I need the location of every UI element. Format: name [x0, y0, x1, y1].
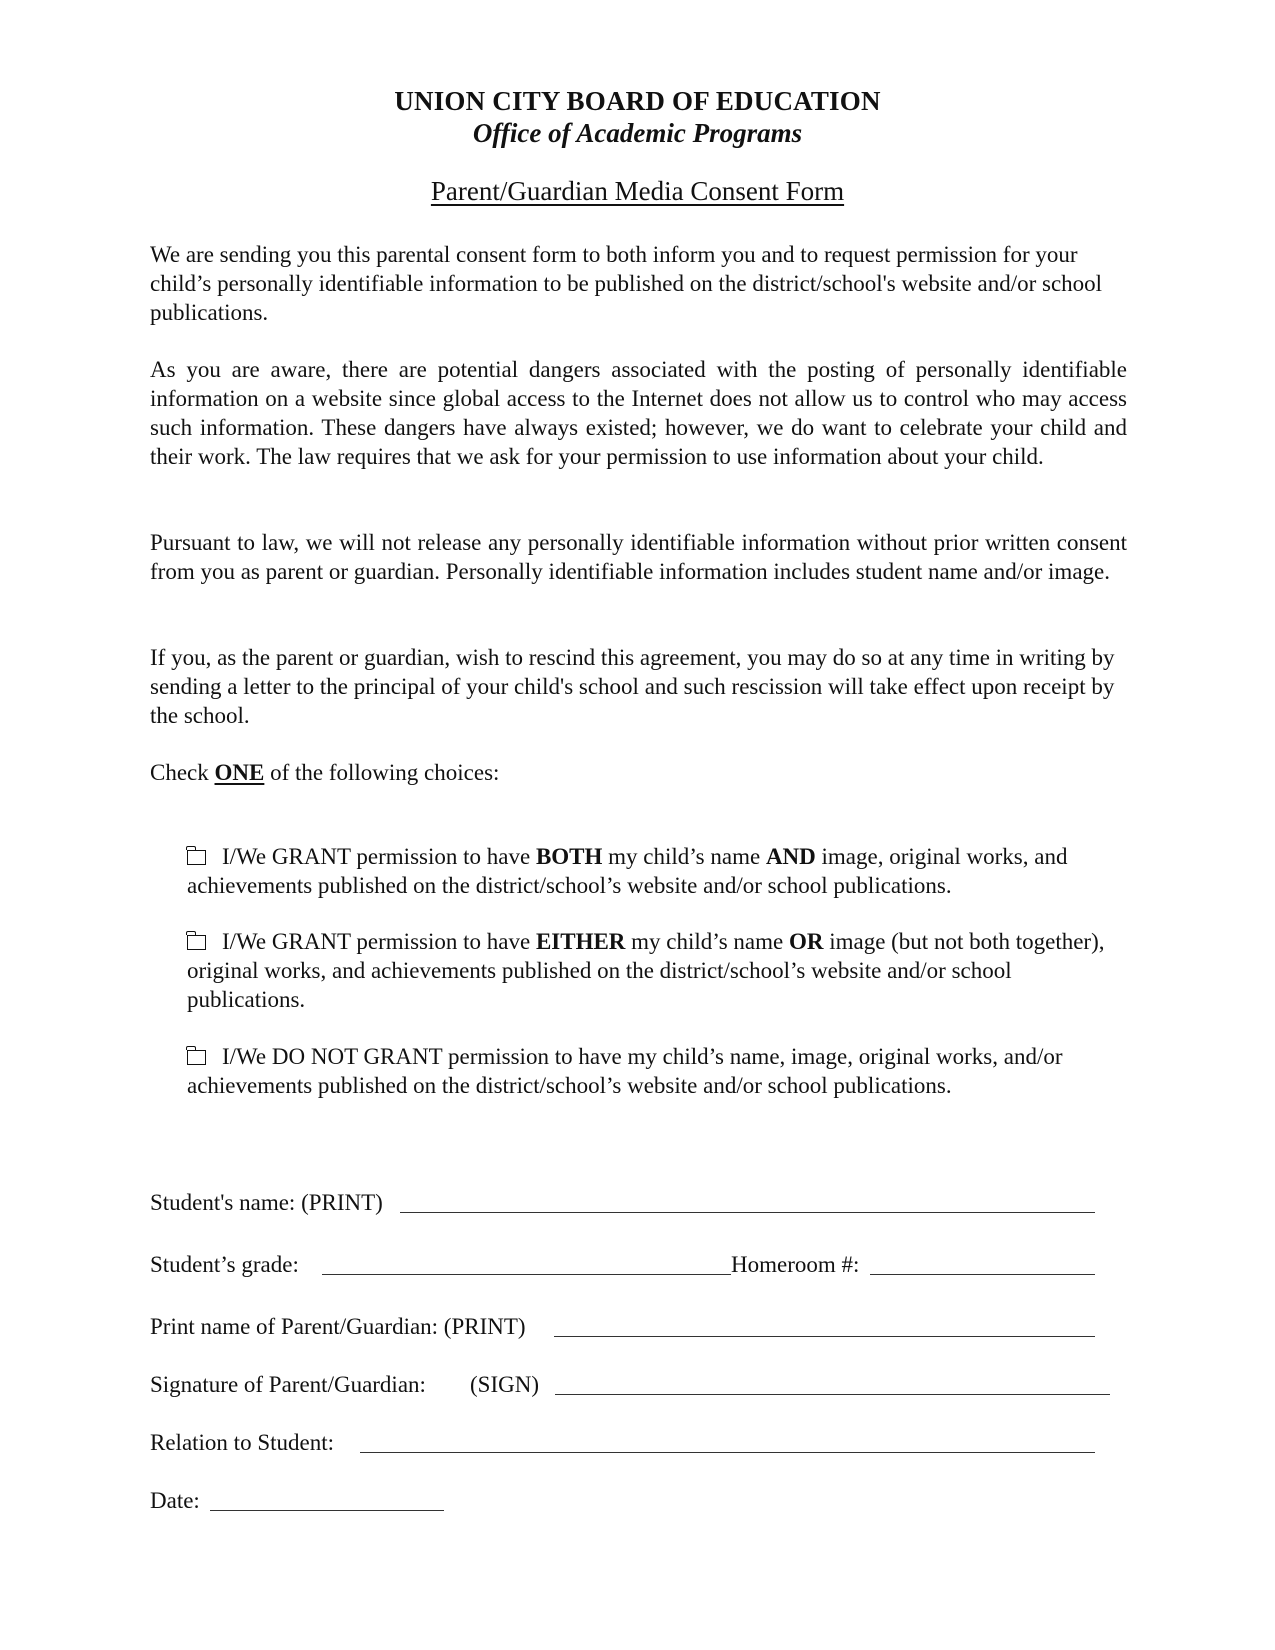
signature-hint: (SIGN)	[470, 1372, 539, 1397]
choice-bold: EITHER	[535, 929, 626, 954]
parent-name-label: Print name of Parent/Guardian: (PRINT)	[150, 1314, 526, 1339]
form-title	[0, 176, 1275, 207]
choice-text: I/We GRANT permission to have	[222, 844, 536, 869]
choice-bold: BOTH	[535, 844, 603, 869]
law-paragraph: Pursuant to law, we will not release any personally identifiable information without prior written consent from you as parent or guardian. Personally identifiable information includes student name and/or image.	[150, 530, 1127, 584]
instruction-after: of the following choices:	[264, 760, 500, 785]
choice-grant-both	[187, 842, 1127, 900]
grade-label: Student’s grade:	[150, 1252, 299, 1277]
student-name-label: Student's name: (PRINT)	[150, 1190, 383, 1215]
homeroom-label: Homeroom #:	[731, 1252, 860, 1277]
grade-field[interactable]	[322, 1274, 731, 1275]
choice-text: I/We DO NOT GRANT permission to have my child’s name, image, original works, and/or achievements published on the district/school’s website and/or school publications.	[187, 1044, 1063, 1098]
signature-field[interactable]	[555, 1394, 1110, 1395]
choice-instruction	[150, 758, 1127, 787]
intro-paragraph: We are sending you this parental consent form to both inform you and to request permission for your child’s personally identifiable information to be published on the district/school's website and/or school publications.	[150, 242, 1103, 325]
date-field[interactable]	[210, 1510, 444, 1511]
student-name-field[interactable]	[400, 1212, 1095, 1213]
instruction-before: Check	[150, 760, 215, 785]
choice-text: image (but not both together), original works, and achievements published on the district/school’s website and/or school publications.	[187, 929, 1105, 1012]
choice-bold: OR	[788, 929, 824, 954]
relation-field[interactable]	[360, 1452, 1095, 1453]
parent-name-field[interactable]	[554, 1336, 1095, 1337]
relation-label: Relation to Student:	[150, 1430, 334, 1455]
rescind-paragraph: If you, as the parent or guardian, wish to rescind this agreement, you may do so at any time in writing by sending a letter to the principal of your child's school and such rescission will take effect upon receipt by the school.	[150, 645, 1115, 728]
checkbox-grant-either[interactable]	[187, 935, 206, 950]
office-subtitle: Office of Academic Programs	[472, 118, 803, 148]
choice-bold: AND	[765, 844, 816, 869]
choice-text: I/We GRANT permission to have	[222, 929, 536, 954]
signature-label: Signature of Parent/Guardian:	[150, 1372, 426, 1397]
choice-do-not-grant	[187, 1042, 1127, 1100]
instruction-emphasis: ONE	[214, 760, 265, 785]
date-label: Date:	[150, 1488, 200, 1513]
choice-text: image, original works, and achievements published on the district/school’s website and/or school publications.	[187, 844, 1068, 898]
homeroom-field[interactable]	[870, 1274, 1095, 1275]
dangers-paragraph: As you are aware, there are potential dangers associated with the posting of personally identifiable information on a website since global access to the Internet does not allow us to control who may access such information. These dangers have always existed; however, we do want to celebrate your child and their work. The law requires that we ask for your permission to use information about your child.	[150, 357, 1127, 469]
choice-text: my child’s name	[602, 844, 766, 869]
organization-title: UNION CITY BOARD OF EDUCATION	[394, 86, 881, 116]
form-title-text: Parent/Guardian Media Consent Form	[430, 176, 845, 206]
choice-text: my child’s name	[625, 929, 789, 954]
checkbox-do-not-grant[interactable]	[187, 1050, 206, 1065]
checkbox-grant-both[interactable]	[187, 850, 206, 865]
choice-grant-either	[187, 927, 1127, 1014]
